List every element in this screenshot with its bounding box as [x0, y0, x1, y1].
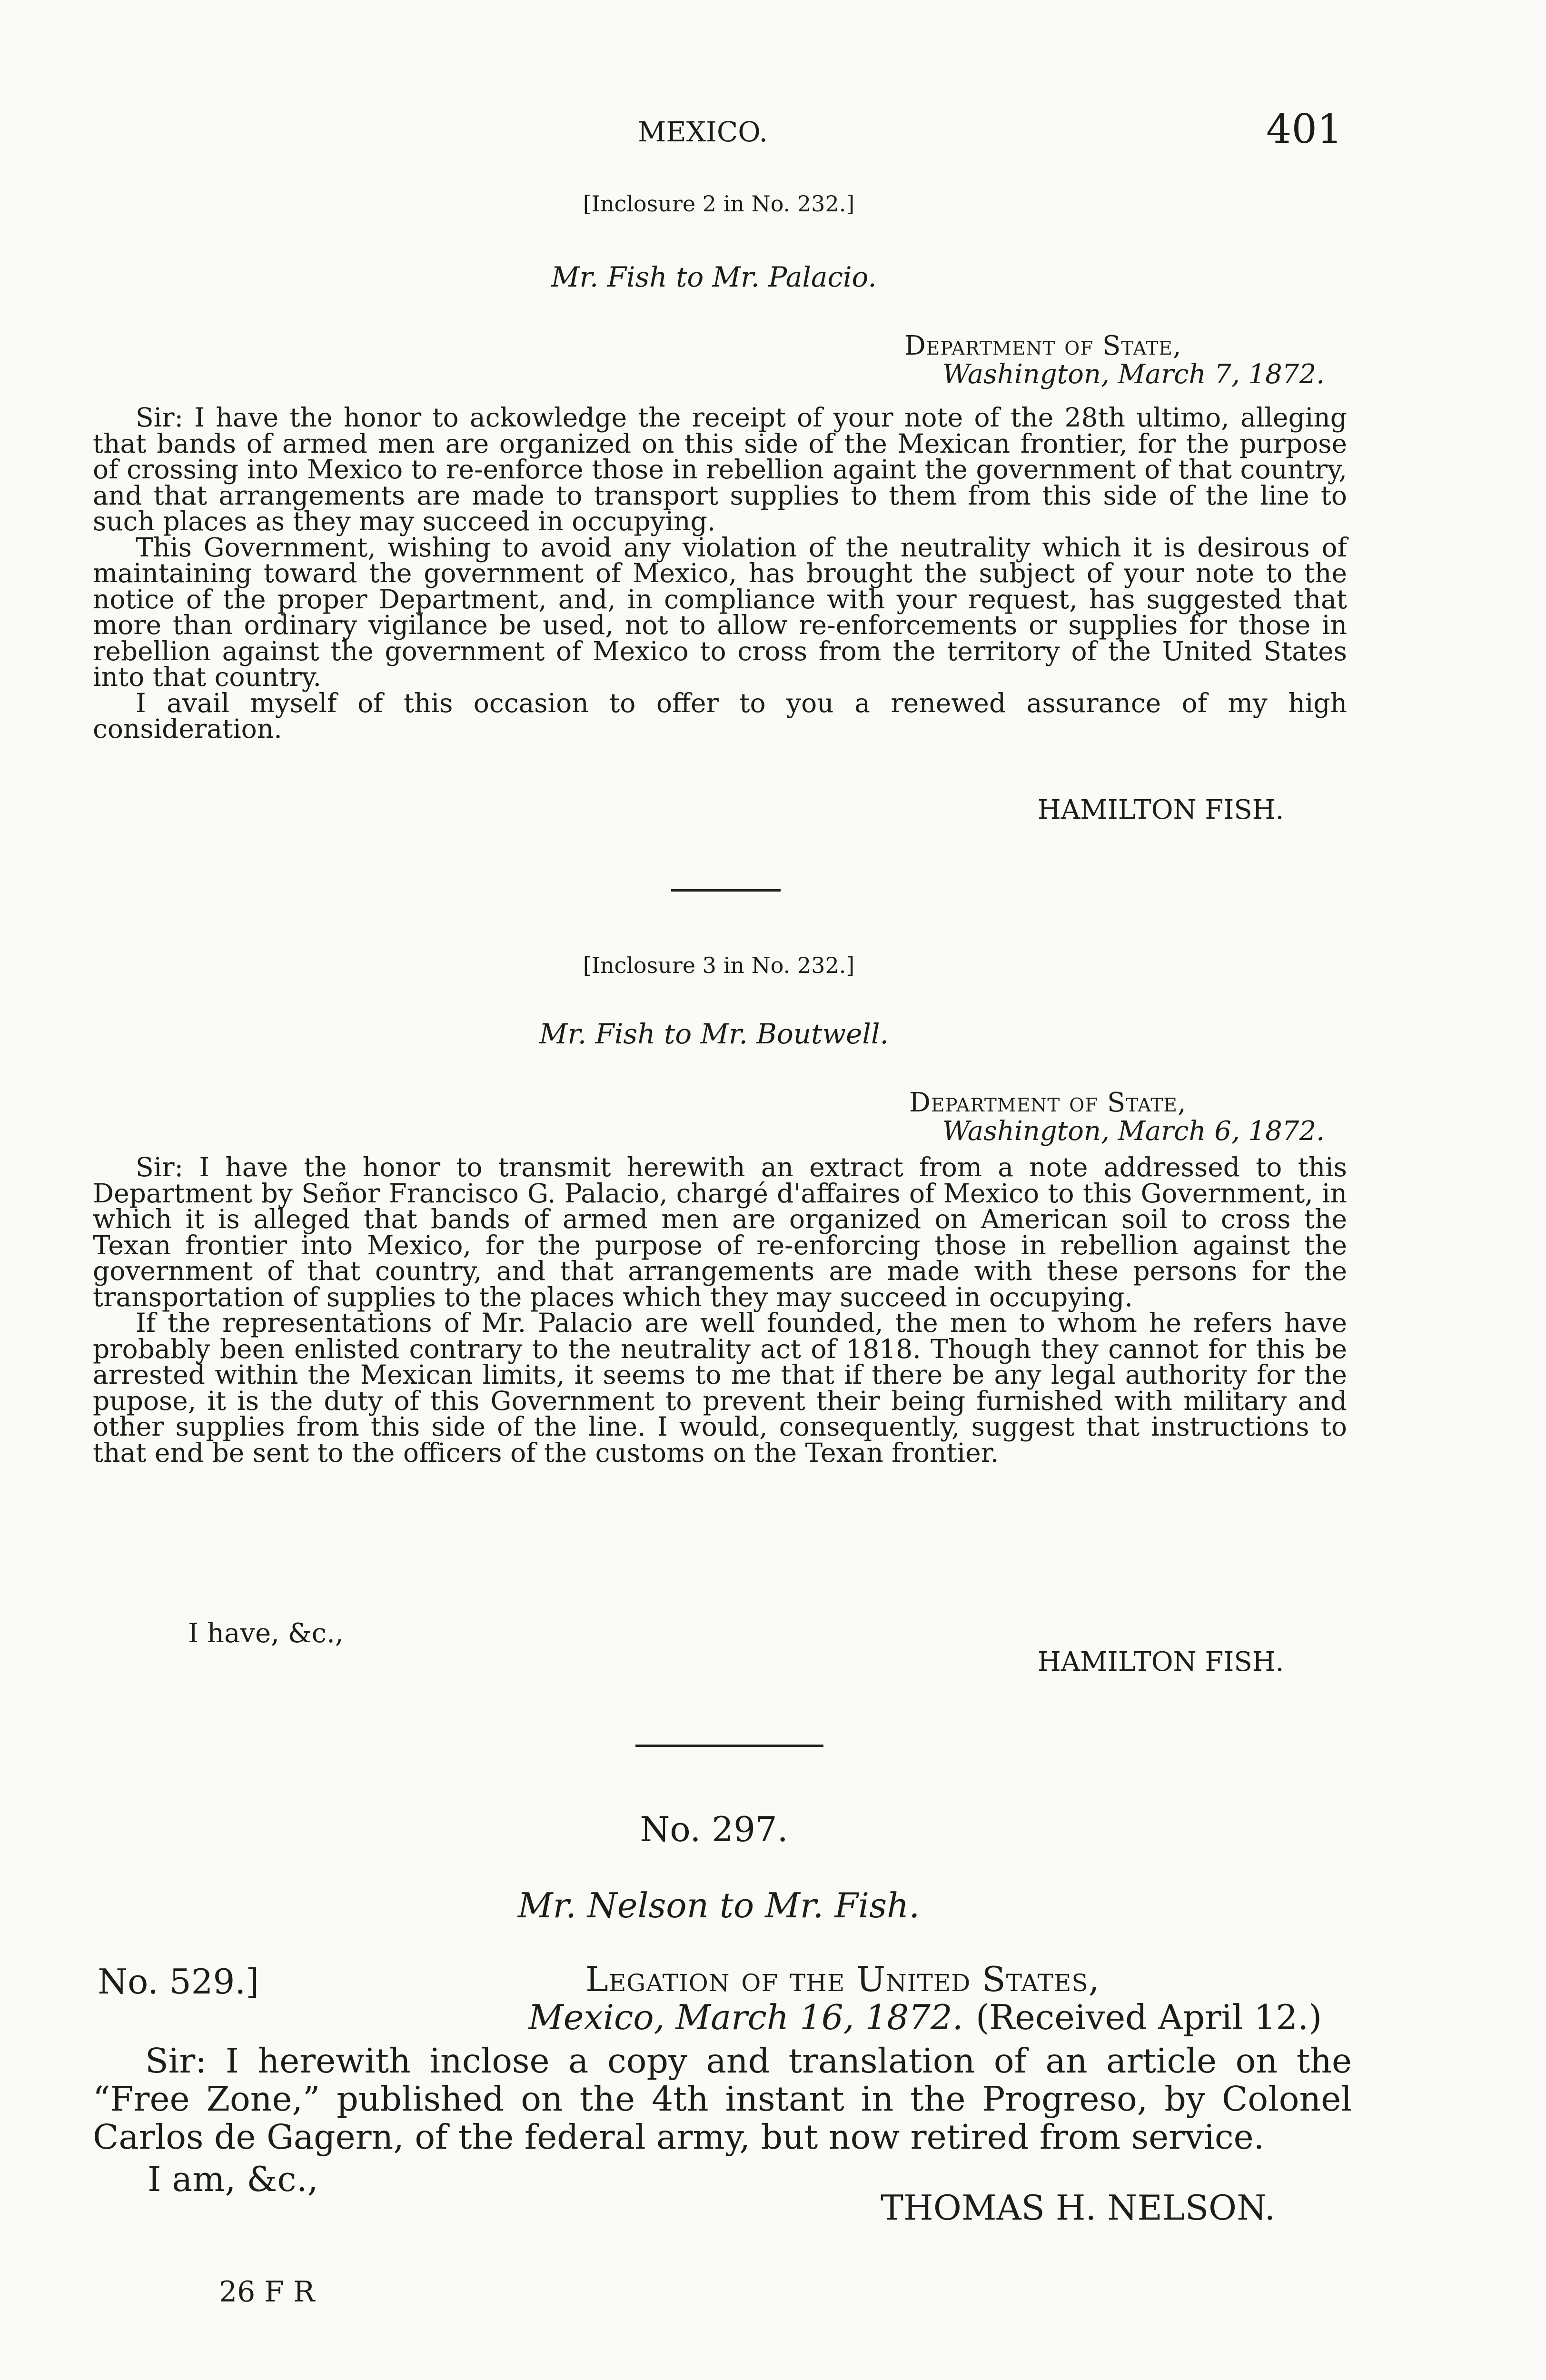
- section-divider: [671, 889, 781, 892]
- inclosure-2-paragraph-2: This Government, wishing to avoid any violation of the neutrality which it is desirous of maintaining toward the government of Mexico, has brought the subject of your note to the notice of the proper Department, and, in compliance with your request, has suggested that more than ordinary vigilance be used, not to allow re-enforcements or supplies for those in rebellion against the government of Mexico to cross from the territory of the United States into that country.: [93, 532, 1347, 692]
- inclosure-3-closing: I have, &c.,: [188, 1618, 344, 1649]
- signature-mark: 26 F R: [219, 2275, 315, 2309]
- no297-closing: I am, &c.,: [148, 2159, 318, 2199]
- no297-heading: Mr. Nelson to Mr. Fish.: [517, 1885, 920, 1925]
- inclosure-2-department: Department of State,: [904, 330, 1182, 361]
- no297-reference: No. 529.]: [98, 1962, 259, 2002]
- no297-received: (Received April 12.): [976, 1997, 1322, 2037]
- no297-signature: THOMAS H. NELSON.: [881, 2188, 1276, 2228]
- no297-date: Mexico, March 16, 1872.: [528, 1997, 963, 2037]
- section-divider: [635, 1745, 823, 1747]
- inclosure-2-body: [93, 402, 1347, 744]
- running-title: MEXICO.: [638, 116, 768, 148]
- inclosure-3-department: Department of State,: [909, 1087, 1187, 1118]
- page-number: 401: [1266, 106, 1343, 152]
- inclosure-3-signature: HAMILTON FISH.: [1038, 1646, 1284, 1677]
- inclosure-2-paragraph-1: Sir: I have the honor to ackowledge the receipt of your note of the 28th ultimo, alleging that bands of armed men are organized on this side of the Mexican frontier, for the purpose of crossing into Mexico to re-enforce those in rebellion againt the government of that country, and that arrangements are made to transport supplies to them from this side of the line to such places as they may succeed in occupying.: [93, 402, 1347, 536]
- no297-paragraph-1: Sir: I herewith inclose a copy and translation of an article on the “Free Zone,” published on the 4th instant in the Progreso, by Colonel Carlos de Gagern, of the federal army, but now retired from service.: [93, 2041, 1352, 2157]
- inclosure-3-date: Washington, March 6, 1872.: [942, 1116, 1325, 1147]
- no297-body: [93, 2042, 1352, 2156]
- inclosure-2-heading: Mr. Fish to Mr. Palacio.: [551, 261, 877, 293]
- no297-legation: Legation of the United States,: [585, 1959, 1100, 1999]
- inclosure-3-paragraph-1: Sir: I have the honor to transmit herewith an extract from a note addressed to this Department by Señor Francisco G. Palacio, chargé d'affaires of Mexico to this Government, in which it is alleged that bands of armed men are organized on American soil to cross the Texan frontier into Mexico, for the purpose of re-enforcing those in rebellion against the government of that country, and that arrangements are made with these persons for the transportation of supplies to the places which they may succeed in occupying.: [93, 1152, 1347, 1312]
- inclosure-2-paragraph-3: I avail myself of this occasion to offer to you a renewed assurance of my high consideration.: [93, 687, 1347, 744]
- document-number: No. 297.: [640, 1809, 788, 1849]
- inclosure-2-signature: HAMILTON FISH.: [1038, 794, 1284, 825]
- inclosure-2-label: [Inclosure 2 in No. 232.]: [583, 191, 855, 217]
- inclosure-3-heading: Mr. Fish to Mr. Boutwell.: [539, 1018, 889, 1050]
- inclosure-3-label: [Inclosure 3 in No. 232.]: [583, 952, 855, 978]
- inclosure-3-body: [93, 1154, 1347, 1466]
- inclosure-2-date: Washington, March 7, 1872.: [942, 359, 1325, 390]
- inclosure-3-paragraph-2: If the representations of Mr. Palacio are well founded, the men to whom he refers have probably been enlisted contrary to the neutrality act of 1818. Though they cannot for this be arrested within the Mexican limits, it seems to me that if there be any legal authority for the pupose, it is the duty of this Government to prevent their being furnished with military and other supplies from this side of the line. I would, consequently, suggest that instructions to that end be sent to the officers of the customs on the Texan frontier.: [93, 1308, 1347, 1468]
